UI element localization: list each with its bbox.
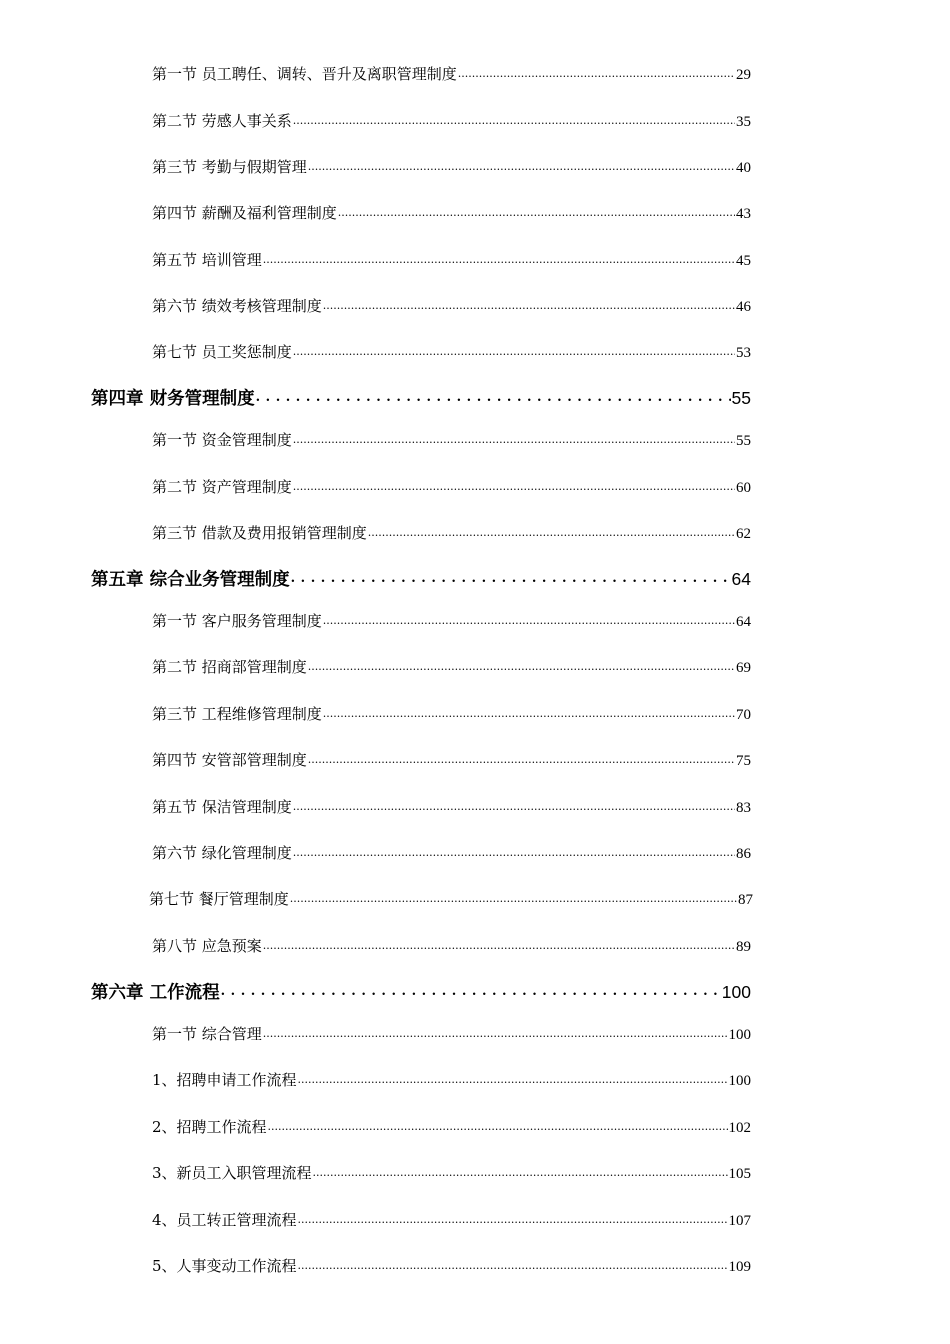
toc-page-number: 60 bbox=[736, 480, 751, 496]
toc-entry-title: 第二节 资产管理制度 bbox=[152, 478, 292, 496]
dot-leader bbox=[313, 1163, 728, 1178]
toc-page-number: 100 bbox=[728, 1027, 751, 1043]
toc-entry[interactable] bbox=[152, 749, 751, 771]
toc-entry-title: 第三节 借款及费用报销管理制度 bbox=[152, 524, 367, 542]
toc-entry[interactable] bbox=[152, 1209, 751, 1231]
toc-entry[interactable] bbox=[152, 656, 751, 678]
toc-chapter-title: 第五章 综合业务管理制度 bbox=[91, 570, 290, 590]
toc-page-number: 70 bbox=[736, 707, 751, 723]
dot-leader bbox=[308, 157, 735, 172]
toc-entry-title: 第五节 保洁管理制度 bbox=[152, 798, 292, 816]
dot-leader bbox=[338, 203, 735, 218]
toc-entry[interactable] bbox=[152, 703, 751, 725]
dot-leader bbox=[308, 750, 735, 765]
toc-entry[interactable] bbox=[152, 1023, 751, 1045]
dot-leader bbox=[263, 250, 735, 265]
dot-leader bbox=[256, 387, 731, 405]
toc-entry-title: 第一节 资金管理制度 bbox=[152, 431, 292, 449]
dot-leader bbox=[293, 797, 735, 812]
toc-entry[interactable] bbox=[152, 476, 751, 498]
toc-page-number: 75 bbox=[736, 753, 751, 769]
dot-leader bbox=[263, 1024, 728, 1039]
toc-entry[interactable] bbox=[152, 1116, 751, 1138]
toc-entry[interactable] bbox=[152, 1255, 751, 1277]
dot-leader bbox=[221, 981, 721, 999]
toc-entry-title: 第七节 餐厅管理制度 bbox=[149, 890, 289, 908]
toc-entry-title: 第二节 招商部管理制度 bbox=[152, 658, 307, 676]
dot-leader bbox=[323, 704, 735, 719]
dot-leader bbox=[268, 1117, 728, 1132]
dot-leader bbox=[298, 1256, 728, 1271]
toc-page-number: 102 bbox=[728, 1120, 751, 1136]
dot-leader bbox=[298, 1210, 728, 1225]
toc-entry-title: 1、招聘申请工作流程 bbox=[152, 1071, 297, 1089]
toc-page-number: 87 bbox=[738, 892, 753, 908]
toc-page-number: 43 bbox=[736, 206, 751, 222]
toc-chapter-entry[interactable] bbox=[91, 566, 751, 590]
toc-entry[interactable] bbox=[152, 610, 751, 632]
dot-leader bbox=[293, 342, 735, 357]
toc-entry-title: 5、人事变动工作流程 bbox=[152, 1257, 297, 1275]
toc-entry-title: 第六节 绩效考核管理制度 bbox=[152, 297, 322, 315]
toc-entry-title: 第五节 培训管理 bbox=[152, 251, 262, 269]
dot-leader bbox=[323, 296, 735, 311]
toc-chapter-entry[interactable] bbox=[91, 979, 751, 1003]
toc-entry[interactable] bbox=[152, 110, 751, 132]
dot-leader bbox=[368, 523, 735, 538]
toc-entry-title: 第一节 员工聘任、调转、晋升及离职管理制度 bbox=[152, 65, 457, 83]
toc-entry[interactable] bbox=[152, 156, 751, 178]
toc-entry-title: 第三节 工程维修管理制度 bbox=[152, 705, 322, 723]
toc-page-number: 100 bbox=[721, 982, 751, 1002]
toc-entry[interactable] bbox=[152, 295, 751, 317]
toc-entry-title: 第一节 综合管理 bbox=[152, 1025, 262, 1043]
toc-page-number: 100 bbox=[728, 1073, 751, 1089]
dot-leader bbox=[293, 430, 735, 445]
toc-entry-title: 第八节 应急预案 bbox=[152, 937, 262, 955]
toc-page-number: 62 bbox=[736, 526, 751, 542]
dot-leader bbox=[458, 64, 735, 79]
toc-chapter-entry[interactable] bbox=[91, 385, 751, 409]
toc-entry[interactable] bbox=[152, 202, 751, 224]
dot-leader bbox=[308, 657, 735, 672]
dot-leader bbox=[298, 1070, 728, 1085]
toc-chapter-title: 第六章 工作流程 bbox=[91, 983, 220, 1003]
toc-entry[interactable] bbox=[152, 429, 751, 451]
toc-entry[interactable] bbox=[149, 888, 753, 910]
toc-entry-title: 第六节 绿化管理制度 bbox=[152, 844, 292, 862]
toc-entry[interactable] bbox=[152, 842, 751, 864]
toc-page-number: 89 bbox=[736, 939, 751, 955]
toc-page-number: 86 bbox=[736, 846, 751, 862]
toc-page-number: 109 bbox=[728, 1259, 751, 1275]
toc-entry[interactable] bbox=[152, 935, 751, 957]
toc-page-number: 53 bbox=[736, 345, 751, 361]
toc-entry[interactable] bbox=[152, 1162, 751, 1184]
toc-entry-title: 第七节 员工奖惩制度 bbox=[152, 343, 292, 361]
toc-entry[interactable] bbox=[152, 1069, 751, 1091]
toc-chapter-title: 第四章 财务管理制度 bbox=[91, 389, 255, 409]
toc-page-number: 45 bbox=[736, 253, 751, 269]
toc-entry[interactable] bbox=[152, 522, 751, 544]
dot-leader bbox=[323, 611, 735, 626]
toc-page-number: 69 bbox=[736, 660, 751, 676]
toc-entry-title: 第一节 客户服务管理制度 bbox=[152, 612, 322, 630]
dot-leader bbox=[293, 111, 735, 126]
toc-entry[interactable] bbox=[152, 796, 751, 818]
toc-page-number: 35 bbox=[736, 114, 751, 130]
toc-entry-title: 第四节 安管部管理制度 bbox=[152, 751, 307, 769]
toc-page-number: 55 bbox=[731, 388, 751, 408]
toc-entry[interactable] bbox=[152, 341, 751, 363]
toc-page-number: 64 bbox=[731, 569, 751, 589]
toc-page-number: 107 bbox=[728, 1213, 751, 1229]
toc-page-number: 55 bbox=[736, 433, 751, 449]
toc-entry-title: 3、新员工入职管理流程 bbox=[152, 1164, 312, 1182]
toc-entry[interactable] bbox=[152, 249, 751, 271]
toc-entry-title: 第三节 考勤与假期管理 bbox=[152, 158, 307, 176]
toc-entry-title: 第二节 劳感人事关系 bbox=[152, 112, 292, 130]
dot-leader bbox=[291, 568, 731, 586]
dot-leader bbox=[263, 936, 735, 951]
dot-leader bbox=[290, 889, 737, 904]
toc-entry-title: 4、员工转正管理流程 bbox=[152, 1211, 297, 1229]
toc-page-number: 64 bbox=[736, 614, 751, 630]
dot-leader bbox=[293, 477, 735, 492]
toc-page-number: 105 bbox=[728, 1166, 751, 1182]
toc-entry-title: 第四节 薪酬及福利管理制度 bbox=[152, 204, 337, 222]
toc-entry[interactable] bbox=[152, 63, 751, 85]
dot-leader bbox=[293, 843, 735, 858]
toc-page-number: 46 bbox=[736, 299, 751, 315]
toc-entry-title: 2、招聘工作流程 bbox=[152, 1118, 267, 1136]
toc-page-number: 40 bbox=[736, 160, 751, 176]
toc-page-number: 83 bbox=[736, 800, 751, 816]
toc-page-number: 29 bbox=[736, 67, 751, 83]
